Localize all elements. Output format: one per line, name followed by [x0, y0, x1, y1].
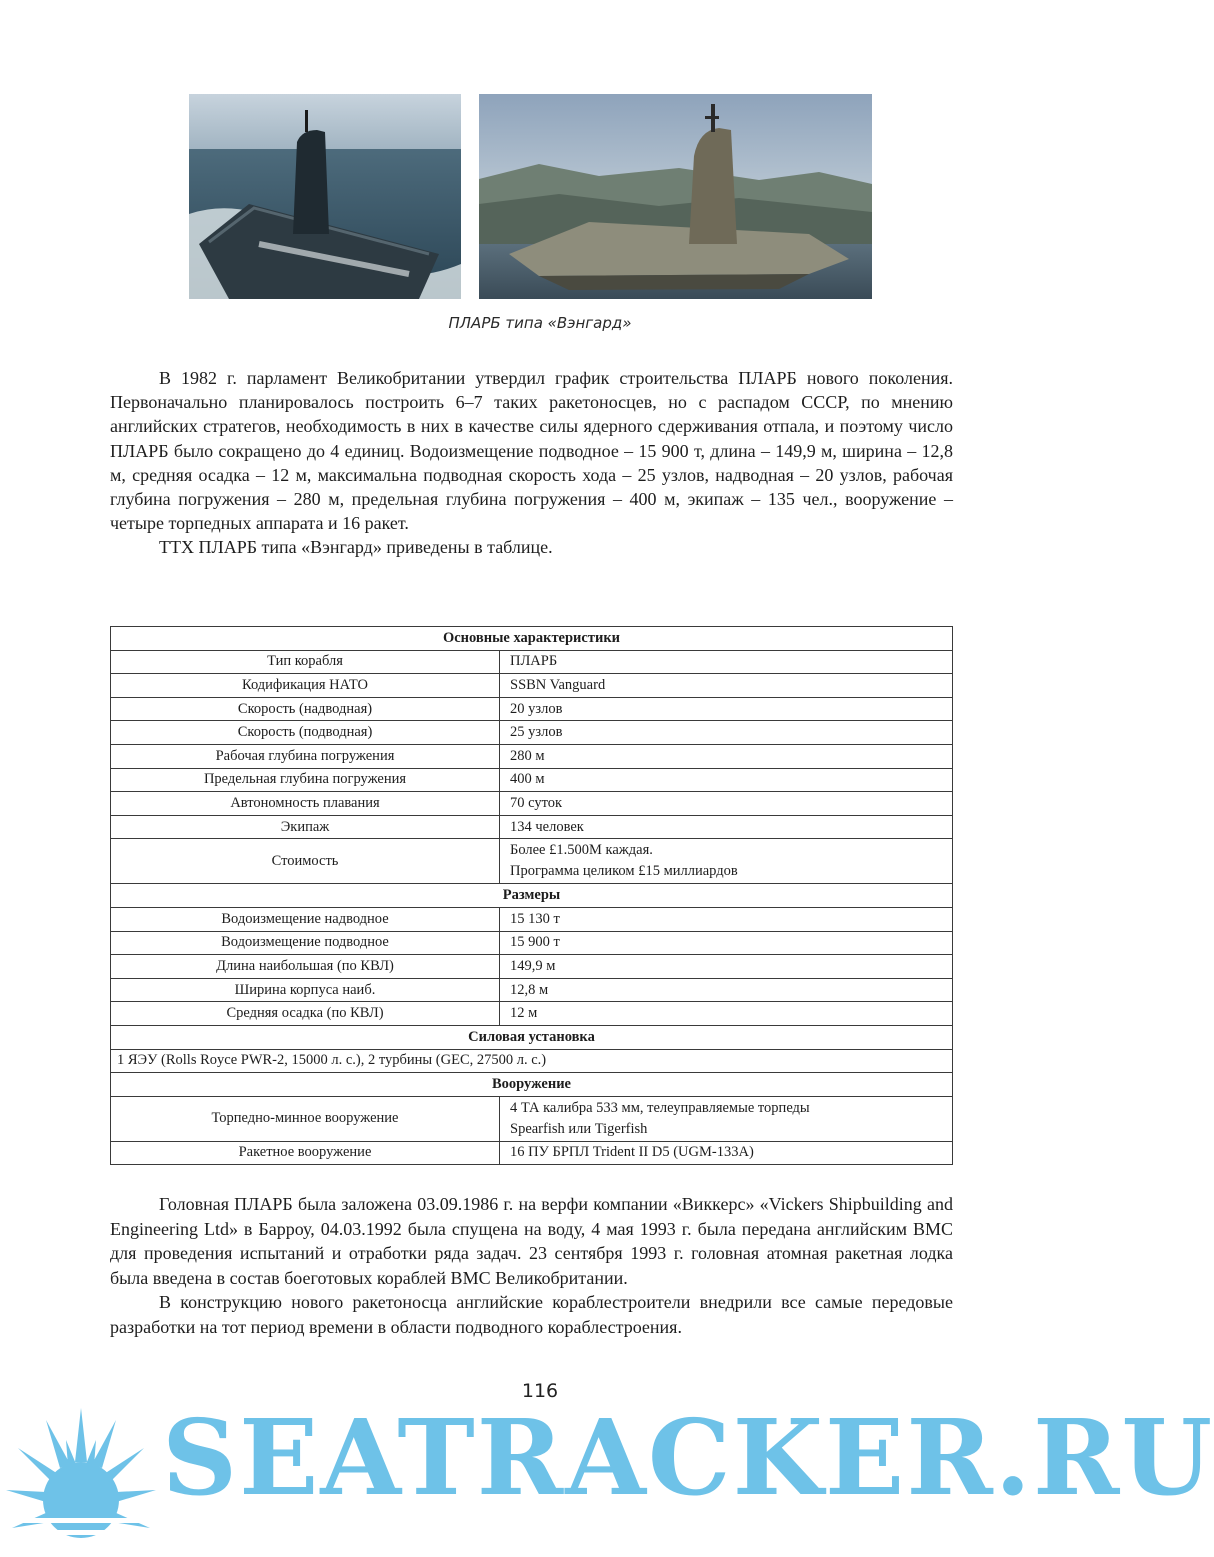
table-row: Длина наибольшая (по КВЛ) 149,9 м — [111, 955, 953, 979]
table-section-header: Вооружение — [111, 1073, 953, 1097]
table-row: Водоизмещение подводное 15 900 т — [111, 931, 953, 955]
page-number: 116 — [521, 1380, 559, 1402]
sun-logo-icon — [6, 1400, 156, 1557]
table-row-torpedo: Торпедно-минное вооружение 4 ТА калибра 533 мм, телеуправляемые торпеды Spearfish или Tigerfish — [111, 1096, 953, 1141]
paragraph: ТТХ ПЛАРБ типа «Вэнгард» приведены в таблице. — [159, 537, 553, 558]
body-text-bottom — [110, 1192, 953, 1340]
table-row: Предельная глубина погружения 400 м — [111, 768, 953, 792]
paragraph: В конструкцию нового ракетоносца английские кораблестроители внедрили все самые передовые разработки на тот период времени в области подводного кораблестроения. — [110, 1292, 953, 1337]
table-row: Рабочая глубина погружения 280 м — [111, 744, 953, 768]
submarine-photo-left — [189, 94, 461, 299]
table-row: Автономность плавания 70 суток — [111, 792, 953, 816]
table-row: Водоизмещение надводное 15 130 т — [111, 907, 953, 931]
table-section-header: Основные характеристики — [111, 627, 953, 651]
submarine-photo-right — [479, 94, 872, 299]
specifications-table — [110, 626, 953, 1165]
table-section-header: Размеры — [111, 884, 953, 908]
table-row-cost: Стоимость Более £1.500M каждая. Программа целиком £15 миллиардов — [111, 839, 953, 884]
table-row: 1 ЯЭУ (Rolls Royce PWR-2, 15000 л. с.), 2 турбины (GEC, 27500 л. с.) — [111, 1049, 953, 1073]
paragraph: Головная ПЛАРБ была заложена 03.09.1986 г. на верфи компании «Виккерс» «Vickers Shipbuilding and Engineering Ltd» в Барроу, 04.03.1992 была спущена на воду, 4 мая 1993 г. была передана английским ВМС для проведения испытаний и отработки ряда задач. 23 сентября 1993 г. головная атомная ракетная лодка была введена в состав боеготовых кораблей ВМС Великобритании. — [110, 1194, 953, 1288]
paragraph: В 1982 г. парламент Великобритании утвердил график строительства ПЛАРБ нового поколения. Первоначально планировалось построить 6–7 таких ракетоносцев, но с распадом СССР, по мнению английских стратегов, необходимость в них в качестве силы ядерного сдерживания отпала, и поэтому число ПЛАРБ было сокращено до 4 единиц. Водоизмещение подводное – 15 900 т, длина – 149,9 м, ширина – 12,8 м, средняя осадка – 12 м, максимальна подводная скорость хода – 25 узлов, надводная – 20 узлов, рабочая глубина погружения – 280 м, предельная глубина погружения – 400 м, экипаж – 135 чел., вооружение – четыре торпедных аппарата и 16 ракет. — [110, 368, 953, 534]
table-row: Скорость (надводная) 20 узлов — [111, 697, 953, 721]
table-row: Ширина корпуса наиб. 12,8 м — [111, 978, 953, 1002]
table-section-header: Силовая установка — [111, 1025, 953, 1049]
table-row: Кодификация НАТО SSBN Vanguard — [111, 674, 953, 698]
body-text-top — [110, 366, 953, 560]
watermark — [0, 1396, 1214, 1557]
figure-caption: ПЛАРБ типа «Вэнгард» — [448, 314, 632, 332]
table-row: Ракетное вооружение 16 ПУ БРПЛ Trident II D5 (UGM-133A) — [111, 1141, 953, 1165]
table-row: Тип корабля ПЛАРБ — [111, 650, 953, 674]
table-row: Средняя осадка (по КВЛ) 12 м — [111, 1002, 953, 1026]
table-row: Скорость (подводная) 25 узлов — [111, 721, 953, 745]
table-row: Экипаж 134 человек — [111, 815, 953, 839]
watermark-text: SEATRACKER.RU — [162, 1396, 1214, 1519]
